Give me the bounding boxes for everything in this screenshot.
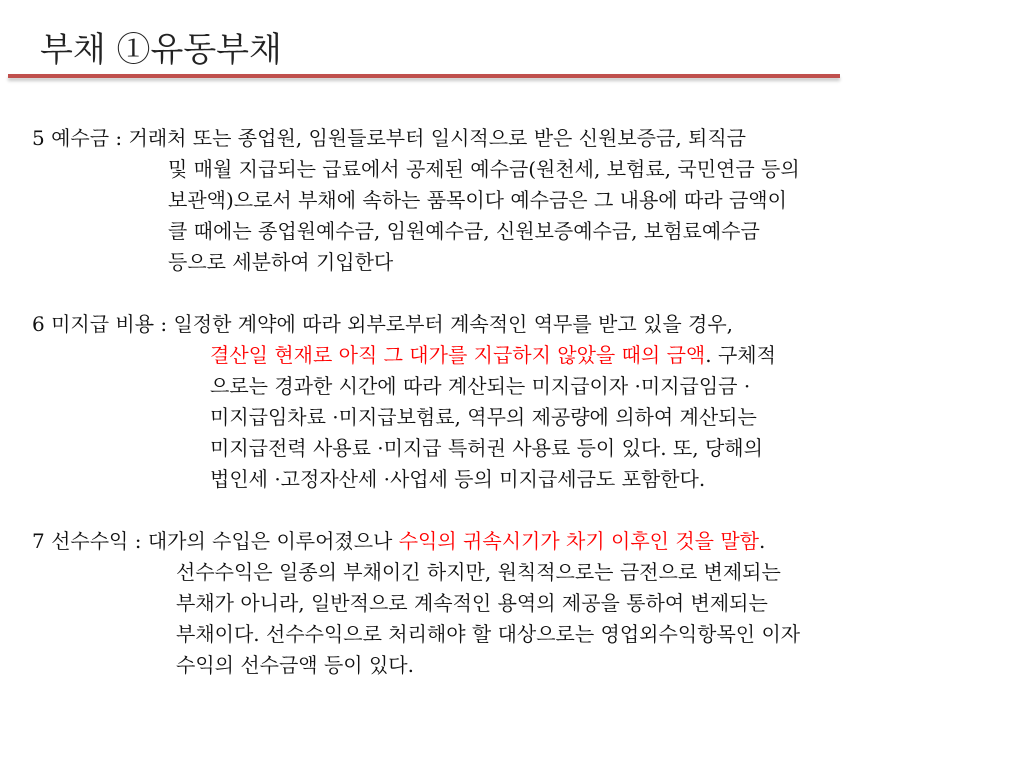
- section-6-line-2-tail: . 구체적: [705, 343, 776, 367]
- slide-title: 부채 ①유동부채: [40, 30, 282, 70]
- section-7-line-2: 선수수익은 일종의 부채이긴 하지만, 원칙적으로는 금전으로 변제되는: [176, 560, 781, 584]
- section-6-line-1: 6 미지급 비용 : 일정한 계약에 따라 외부로부터 계속적인 역무를 받고 있을 경우,: [32, 312, 734, 336]
- section-6-line-3: 으로는 경과한 시간에 따라 계산되는 미지급이자 ·미지급임금 ·: [210, 374, 751, 398]
- section-6-line-5: 미지급전력 사용료 ·미지급 특허권 사용료 등이 있다. 또, 당해의: [210, 436, 763, 460]
- section-7-line-1: [32, 529, 765, 553]
- section-7-line-1-head: 7 선수수익 : 대가의 수입은 이루어졌으나: [32, 529, 399, 553]
- section-7-line-4: 부채이다. 선수수익으로 처리해야 할 대상으로는 영업외수익항목인 이자: [176, 622, 801, 646]
- section-5-line-2: 및 매월 지급되는 급료에서 공제된 예수금(원천세, 보험료, 국민연금 등의: [168, 157, 800, 181]
- section-6-line-2: [210, 343, 776, 367]
- section-6-line-4: 미지급임차료 ·미지급보험료, 역무의 제공량에 의하여 계산되는: [210, 405, 757, 429]
- section-5-line-5: 등으로 세분하여 기입한다: [168, 250, 394, 274]
- section-6-line-6: 법인세 ·고정자산세 ·사업세 등의 미지급세금도 포함한다.: [210, 467, 706, 491]
- title-underline: [8, 74, 840, 78]
- section-7-line-1-tail: .: [758, 529, 766, 553]
- section-5-line-3: 보관액)으로서 부채에 속하는 품목이다 예수금은 그 내용에 따라 금액이: [168, 188, 787, 212]
- section-7-line-3: 부채가 아니라, 일반적으로 계속적인 용역의 제공을 통하여 변제되는: [176, 591, 768, 615]
- section-7-line-5: 수익의 선수금액 등이 있다.: [176, 653, 414, 677]
- section-5-line-1: 5 예수금 : 거래처 또는 종업원, 임원들로부터 일시적으로 받은 신원보증금, 퇴직금: [32, 126, 746, 150]
- section-5-line-4: 클 때에는 종업원예수금, 임원예수금, 신원보증예수금, 보험료예수금: [168, 219, 760, 243]
- section-6-highlight: 결산일 현재로 아직 그 대가를 지급하지 않았을 때의 금액: [210, 343, 706, 367]
- section-7-highlight: 수익의 귀속시기가 차기 이후인 것을 말함: [398, 529, 759, 553]
